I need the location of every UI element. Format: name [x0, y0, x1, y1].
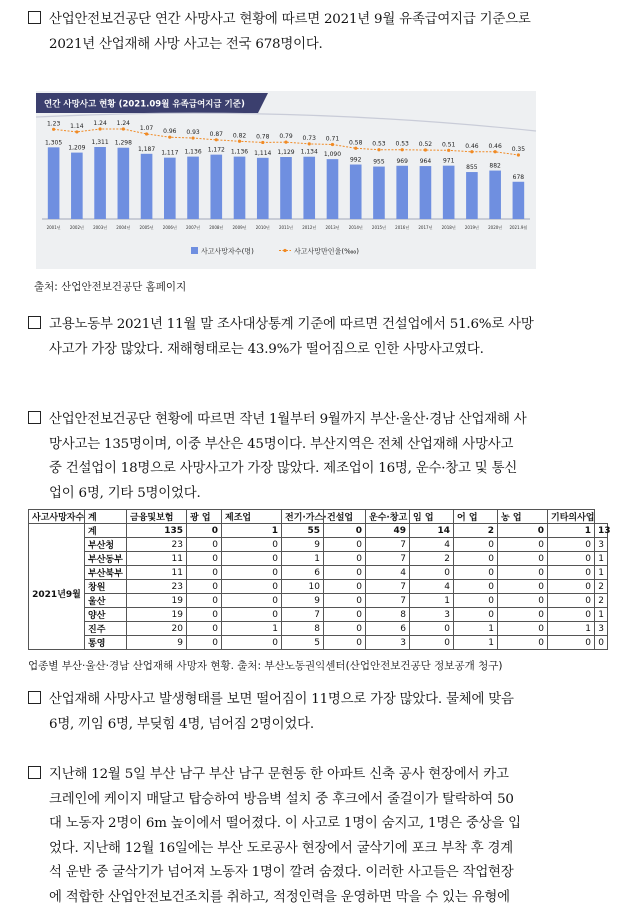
rate-point: [98, 127, 101, 130]
chart-bar: [48, 147, 60, 219]
paragraph-line: 망사고는 135명이며, 이중 부산은 45명이다. 부산지역은 전체 산업재해 사망사고: [49, 436, 514, 452]
table-cell: 1: [222, 524, 282, 538]
table-cell: 0: [324, 636, 366, 650]
table-header-cell: 사고사망자수: [29, 510, 85, 524]
chart-bar: [513, 182, 525, 219]
table-cell: 8: [282, 622, 324, 636]
chart-bar: [420, 166, 432, 219]
table-cell: 5: [282, 636, 324, 650]
bar-data-label: 1,134: [300, 148, 318, 156]
paragraph-line: 대 노동자 2명이 6m 높이에서 떨어졌다. 이 사고로 1명이 숨지고, 1명은 중상을 입: [49, 816, 521, 831]
paragraph-line: 석 운반 중 굴삭기가 넘어져 노동자 1명이 깔려 숨졌다. 이러한 사고들은 작업현장: [49, 865, 514, 880]
table-cell: 0: [222, 566, 282, 580]
table-cell: 0: [548, 538, 595, 552]
table-cell: 20: [127, 622, 187, 636]
rate-data-label: 0.87: [209, 130, 223, 138]
table-row: [29, 524, 608, 538]
chart-bar: [327, 159, 339, 219]
bar-data-label: 1,209: [68, 144, 86, 152]
table-cell: 0: [187, 524, 222, 538]
table-cell: 0: [454, 538, 498, 552]
table-cell: 1: [595, 608, 608, 622]
x-tick-label: 2019년: [464, 225, 479, 230]
rate-data-label: 0.53: [372, 140, 386, 148]
table-cell: 0: [454, 552, 498, 566]
table-cell: [29, 524, 85, 538]
chart-bar: [373, 167, 385, 219]
fatality-chart: [36, 91, 536, 269]
table-cell: 4: [366, 566, 410, 580]
chart-title: 연간 사망사고 현황 (2021.09월 유족급여지급 기준): [44, 99, 245, 110]
x-tick-label: 2020년: [488, 225, 503, 230]
rate-data-label: 1.23: [46, 120, 61, 128]
table-cell: 0: [324, 538, 366, 552]
x-tick-label: 2005년: [139, 225, 154, 230]
paragraph-line: 지난해 12월 5일 부산 남구 부산 남구 문현동 한 아파트 신축 공사 현장에서 카고: [49, 767, 509, 782]
bar-data-label: 678: [512, 173, 525, 181]
rate-data-label: 1.24: [93, 120, 107, 127]
bar-data-label: 1,136: [230, 148, 249, 156]
table-cell: 1: [595, 566, 608, 580]
bar-data-label: 1,090: [323, 151, 342, 159]
table-cell: 0: [454, 580, 498, 594]
x-tick-label: 2008년: [209, 225, 224, 230]
table-cell: 23: [127, 580, 187, 594]
table-cell: 0: [454, 566, 498, 580]
table-cell: 9: [282, 538, 324, 552]
chart-bar: [187, 157, 199, 219]
table-cell: 4: [410, 580, 454, 594]
table-header-cell: 제조업: [222, 510, 282, 524]
table-row-label: 부산북부: [85, 566, 127, 580]
checkbox-bullet-icon: [28, 691, 41, 704]
table-header-cell: 임 업: [410, 510, 454, 524]
table-cell: 0: [187, 580, 222, 594]
table-header-cell: 계: [85, 510, 127, 524]
x-tick-label: 2015년: [371, 225, 386, 230]
table-cell: 0: [410, 622, 454, 636]
rate-point: [284, 141, 287, 144]
chart-bar: [210, 155, 222, 219]
x-tick-label: 2017년: [418, 225, 433, 230]
rate-data-label: 1.24: [116, 120, 131, 127]
bar-data-label: 971: [442, 157, 455, 165]
table-row-label: 부산동부: [85, 552, 127, 566]
x-tick-label: 2001년: [46, 225, 61, 230]
paragraph-line: 고용노동부 2021년 11월 말 조사대상통계 기준에 따르면 건설업에서 51.6%로 사망: [49, 317, 534, 332]
table-cell: 0: [187, 566, 222, 580]
table-cell: 1: [222, 622, 282, 636]
rate-point: [168, 136, 171, 139]
table-cell: 0: [222, 538, 282, 552]
table-cell: 0: [454, 608, 498, 622]
x-tick-label: 2006년: [162, 225, 177, 230]
chart-bar: [141, 154, 153, 219]
table-cell: 0: [548, 608, 595, 622]
paragraph-line: 중 건설업이 18명으로 사망사고가 가장 많았다. 제조업이 16명, 운수·창고 및 통신: [49, 461, 518, 476]
x-tick-label: 2018년: [441, 225, 456, 230]
table-cell: 7: [366, 538, 410, 552]
table-cell: 8: [366, 608, 410, 622]
table-cell: 0: [595, 636, 608, 650]
table-cell: 7: [366, 552, 410, 566]
table-row-label: 계: [85, 524, 127, 538]
rate-data-label: 0.46: [465, 142, 479, 150]
table-cell: 10: [282, 580, 324, 594]
table-cell: 13: [595, 524, 608, 538]
paragraph-line: 2021년 산업재해 사망 사고는 전국 678명이다.: [49, 36, 323, 52]
table-cell: 0: [187, 538, 222, 552]
rate-point: [191, 136, 194, 139]
table-row: [29, 622, 608, 636]
rate-data-label: 0.46: [488, 142, 502, 150]
chart-caption: 출처: 산업안전보건공단 홈페이지: [34, 281, 187, 293]
table-cell: 0: [548, 636, 595, 650]
table-cell: 14: [410, 524, 454, 538]
rate-point: [238, 140, 241, 143]
chart-bar: [280, 157, 292, 219]
bar-data-label: 1,311: [91, 139, 109, 146]
table-header-cell: 건설업: [324, 510, 366, 524]
table-cell: 3: [410, 608, 454, 622]
table-cell: 0: [222, 636, 282, 650]
table-row: [29, 566, 608, 580]
rate-data-label: 1.07: [139, 124, 154, 132]
rate-point: [494, 150, 497, 153]
bar-data-label: 1,305: [45, 139, 63, 147]
rate-point: [470, 150, 473, 153]
rate-point: [215, 138, 218, 141]
rate-point: [308, 142, 311, 145]
bar-data-label: 855: [466, 164, 478, 172]
paragraph-line: 었다. 지난해 12월 16일에는 부산 도로공사 현장에서 굴삭기에 포크 부착 후 경계: [49, 840, 514, 856]
chart-bar: [118, 148, 130, 219]
table-cell: 0: [548, 566, 595, 580]
table-row: [29, 608, 608, 622]
rate-point: [424, 148, 427, 151]
table-cell: 7: [282, 608, 324, 622]
rate-point: [447, 149, 450, 152]
rate-point: [145, 132, 148, 135]
paragraph-2: [28, 313, 618, 362]
table-cell: 0: [324, 594, 366, 608]
table-cell: 0: [222, 594, 282, 608]
table-cell: 23: [127, 538, 187, 552]
table-cell: 0: [222, 580, 282, 594]
table-cell: 135: [127, 524, 187, 538]
table-cell: 2: [454, 524, 498, 538]
table-cell: 0: [324, 580, 366, 594]
table-row-label: 울산: [85, 594, 127, 608]
table-cell: 2: [595, 594, 608, 608]
table-row: [29, 552, 608, 566]
paragraph-line: 산업재해 사망사고 발생형태를 보면 떨어짐이 11명으로 가장 많았다. 물체에 맞음: [49, 692, 514, 707]
checkbox-bullet-icon: [28, 411, 41, 424]
paragraph-line: 에 적합한 산업안전보건조치를 취하고, 적정인력을 운영하면 막을 수 있는 유형에: [49, 889, 510, 905]
table-cell: 0: [498, 580, 548, 594]
chart-bar: [396, 166, 408, 219]
x-tick-label: 2004년: [116, 225, 131, 230]
rate-point: [261, 141, 264, 144]
rate-point: [354, 147, 357, 150]
table-cell: 0: [410, 636, 454, 650]
table-cell: 9: [127, 636, 187, 650]
paragraph-3: [28, 408, 618, 506]
table-row-label: 진주: [85, 622, 127, 636]
rate-data-label: 0.51: [441, 141, 456, 149]
table-cell: 0: [324, 622, 366, 636]
table-cell: 1: [454, 636, 498, 650]
x-tick-label: 2014년: [348, 225, 363, 230]
rate-point: [52, 128, 55, 131]
chart-bar: [303, 157, 315, 219]
chart-bar: [94, 147, 106, 219]
chart-bar: [164, 158, 176, 219]
chart-bar: [234, 157, 246, 219]
chart-bar: [71, 153, 83, 219]
legend-line-marker: [283, 249, 286, 252]
x-tick-label: 2010년: [255, 225, 270, 230]
bar-data-label: 882: [489, 162, 501, 170]
table-cell: 0: [454, 594, 498, 608]
checkbox-bullet-icon: [28, 11, 41, 24]
table-cell: 7: [366, 594, 410, 608]
table-row-label: 창원: [85, 580, 127, 594]
bar-data-label: 1,129: [277, 148, 295, 156]
paragraph-line: 사고가 가장 많았다. 재해형태로는 43.9%가 떨어짐으로 인한 사망사고였다.: [49, 341, 484, 357]
x-tick-label: 2013년: [325, 225, 340, 230]
table-cell: 0: [324, 552, 366, 566]
table-row: [29, 594, 608, 608]
rate-data-label: 0.93: [186, 129, 200, 137]
table-cell: 11: [127, 552, 187, 566]
chart-bar: [443, 166, 455, 219]
table-header-cell: 기타의사업: [548, 510, 595, 524]
rate-data-label: 0.79: [279, 133, 293, 141]
bar-data-label: 1,136: [184, 148, 202, 156]
table-cell: 3: [595, 538, 608, 552]
regional-fatality-table: [28, 509, 611, 650]
chart-bar: [466, 172, 478, 219]
chart-svg: [36, 91, 536, 269]
table-cell: 11: [127, 566, 187, 580]
table-cell: 0: [222, 608, 282, 622]
table-cell: 0: [187, 622, 222, 636]
legend-bar-swatch: [191, 247, 198, 254]
bar-data-label: 992: [349, 156, 362, 164]
rate-point: [75, 130, 78, 133]
table-header-cell: 금융및보험: [127, 510, 187, 524]
table-cell: 2: [410, 552, 454, 566]
table-cell: 55: [282, 524, 324, 538]
rate-data-label: 0.71: [325, 135, 340, 143]
table-cell: 19: [127, 594, 187, 608]
rate-data-label: 1.14: [70, 122, 84, 130]
table-cell: 6: [366, 622, 410, 636]
paragraph-line: 산업안전보건공단 현황에 따르면 작년 1월부터 9월까지 부산·울산·경남 산업재해 사: [49, 412, 527, 427]
table-cell: 0: [410, 566, 454, 580]
table-cell: 0: [187, 594, 222, 608]
bar-data-label: 969: [396, 157, 408, 165]
bar-data-label: 955: [373, 158, 385, 166]
x-tick-label: 2003년: [93, 225, 108, 230]
table-cell: 0: [187, 552, 222, 566]
table-cell: 0: [498, 566, 548, 580]
table-row: [29, 538, 608, 552]
table-cell: 7: [366, 580, 410, 594]
table-header-row: [29, 510, 608, 524]
paragraph-line: 6명, 끼임 6명, 부딪힘 4명, 넘어짐 2명이었다.: [49, 716, 314, 732]
table-row-label: 양산: [85, 608, 127, 622]
table-header-cell: 광 업: [187, 510, 222, 524]
table-year-cell: 2021년9월: [29, 538, 85, 650]
paragraph-line: 크레인에 케이지 매달고 탑승하여 방음벽 설치 중 후크에서 줄걸이가 탈락하여 50: [49, 791, 514, 807]
bar-data-label: 1,172: [207, 146, 225, 154]
table-cell: 0: [324, 524, 366, 538]
table-cell: 9: [282, 594, 324, 608]
table-cell: 0: [222, 552, 282, 566]
x-tick-label: 2016년: [395, 225, 410, 230]
table-cell: 4: [410, 538, 454, 552]
rate-data-label: 0.73: [302, 134, 316, 142]
table-row: [29, 636, 608, 650]
chart-bar: [257, 158, 269, 219]
rate-data-label: 0.82: [232, 132, 247, 140]
table-cell: 49: [366, 524, 410, 538]
chart-bar: [350, 165, 362, 219]
x-tick-label: 2007년: [186, 225, 201, 230]
table-cell: 19: [127, 608, 187, 622]
table-cell: 1: [282, 552, 324, 566]
table-header-cell: 운수·창고: [366, 510, 410, 524]
table-cell: 0: [324, 566, 366, 580]
chart-bar: [489, 171, 501, 219]
checkbox-bullet-icon: [28, 766, 41, 779]
table-cell: 1: [410, 594, 454, 608]
paragraph-5: [28, 763, 618, 910]
table-cell: 6: [282, 566, 324, 580]
rate-data-label: 0.78: [256, 133, 270, 141]
x-tick-label: 2012년: [302, 225, 317, 230]
table-cell: 0: [187, 608, 222, 622]
table-cell: 0: [548, 552, 595, 566]
x-tick-label: 2011년: [278, 225, 294, 230]
paragraph-4: [28, 688, 618, 737]
rate-point: [331, 143, 334, 146]
rate-data-label: 0.52: [418, 141, 433, 149]
table-cell: 0: [187, 636, 222, 650]
rate-data-label: 0.35: [511, 146, 526, 153]
table-row-label: 통영: [85, 636, 127, 650]
bar-data-label: 1,187: [137, 145, 156, 153]
bar-data-label: 1,117: [161, 149, 179, 157]
x-tick-label: 2021.9월: [509, 225, 528, 230]
table-cell: 0: [498, 636, 548, 650]
table-caption: 업종별 부산·울산·경남 산업재해 사망자 현황. 출처: 부산노동권익센터(산업안전보건공단 정보공개 청구): [28, 660, 503, 672]
x-tick-label: 2002년: [69, 225, 84, 230]
table-cell: 0: [498, 524, 548, 538]
table-row-label: 부산청: [85, 538, 127, 552]
table-header-cell: 농 업: [498, 510, 548, 524]
table-cell: 1: [548, 524, 595, 538]
table-cell: 0: [548, 594, 595, 608]
table-cell: 0: [498, 552, 548, 566]
checkbox-bullet-icon: [28, 316, 41, 329]
table-cell: 0: [324, 608, 366, 622]
table-row: [29, 580, 608, 594]
bar-data-label: 1,114: [254, 149, 272, 157]
bar-data-label: 964: [419, 158, 432, 166]
legend-bar-label: 사고사망자수(명): [201, 247, 254, 256]
table-cell: 0: [498, 608, 548, 622]
bar-data-label: 1,298: [114, 139, 132, 147]
x-tick-label: 2009년: [232, 225, 247, 230]
paragraph-line: 산업안전보건공단 연간 사망사고 현황에 따르면 2021년 9월 유족급여지급 기준으로: [49, 12, 531, 27]
table-cell: 1: [454, 622, 498, 636]
table-cell: 3: [595, 622, 608, 636]
rate-point: [377, 148, 380, 151]
table-cell: 0: [498, 622, 548, 636]
table-cell: 0: [498, 594, 548, 608]
rate-point: [517, 153, 520, 156]
rate-point: [122, 127, 125, 130]
table-cell: 3: [366, 636, 410, 650]
table-cell: 1: [595, 552, 608, 566]
table-cell: 2: [595, 580, 608, 594]
legend-line-label: 사고사망만인율(‱): [294, 247, 359, 256]
table-header-cell: 전기·가스·: [282, 510, 324, 524]
paragraph-1: [28, 8, 618, 57]
rate-data-label: 0.58: [349, 139, 363, 147]
rate-data-label: 0.96: [163, 128, 177, 136]
paragraph-line: 업이 6명, 기타 5명이었다.: [49, 485, 201, 501]
rate-data-label: 0.53: [395, 140, 409, 148]
table-cell: 1: [548, 622, 595, 636]
table-cell: 0: [548, 580, 595, 594]
table-cell: 0: [498, 538, 548, 552]
rate-point: [401, 148, 404, 151]
table-header-cell: 어 업: [454, 510, 498, 524]
